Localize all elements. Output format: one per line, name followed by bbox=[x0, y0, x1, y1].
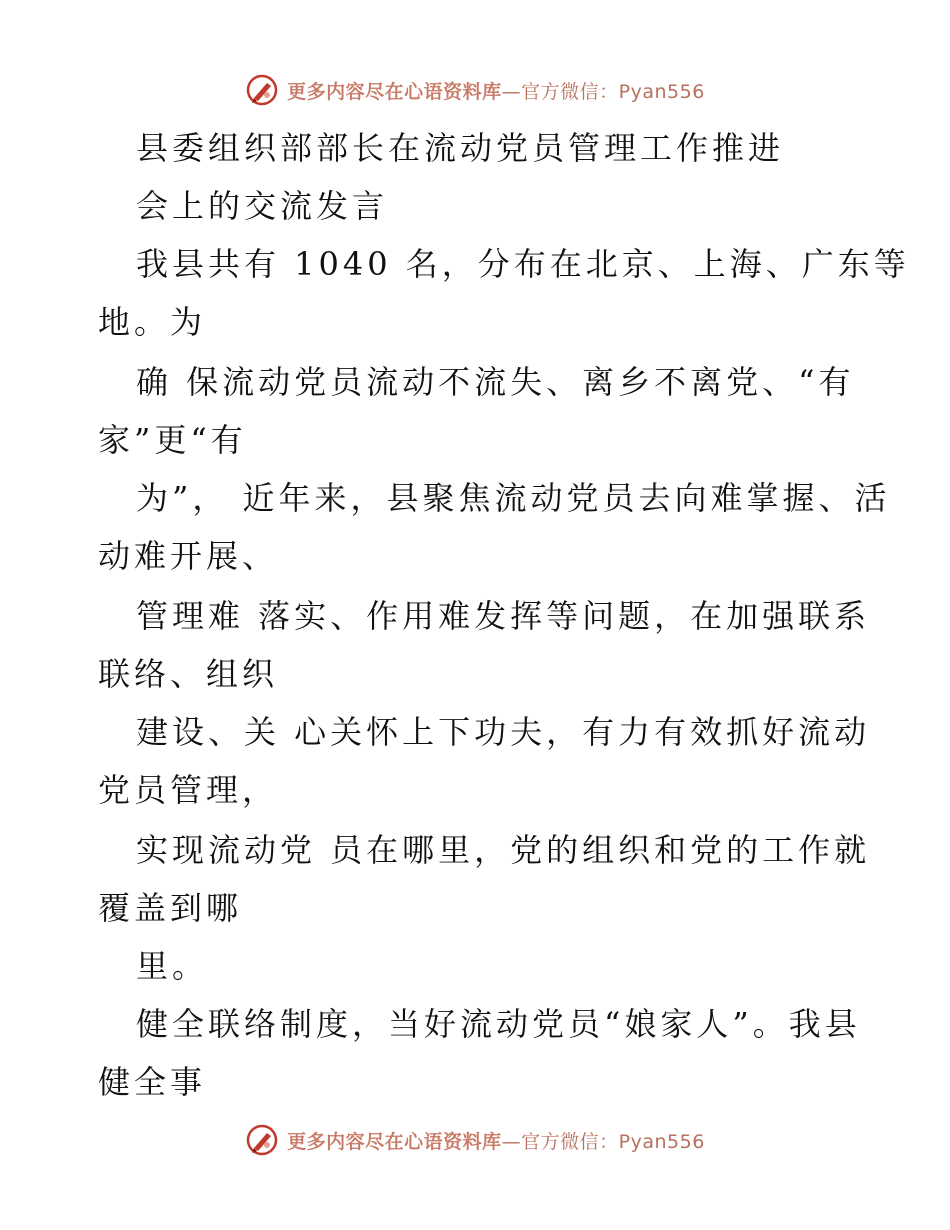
body-line: 我县共有 1040 名，分布在北京、上海、广东等 bbox=[136, 245, 910, 283]
body-line: 里。 bbox=[136, 947, 209, 985]
footer-banner-text: 更多内容尽在心语资料库—官方微信：Pyan556 bbox=[287, 1130, 705, 1153]
body-line: 健全联络制度，当好流动党员“娘家人”。我县 bbox=[136, 1005, 861, 1043]
body-line: 联络、组织 bbox=[98, 655, 279, 693]
title-line-2: 会上的交流发言 bbox=[136, 187, 389, 225]
title-line-1: 县委组织部部长在流动党员管理工作推进 bbox=[136, 129, 785, 167]
pen-logo-icon bbox=[245, 1123, 279, 1157]
body-line: 动难开展、 bbox=[98, 537, 279, 575]
body-line: 实现流动党 员在哪里，党的组织和党的工作就 bbox=[136, 831, 871, 869]
body-line: 健全事 bbox=[98, 1063, 207, 1101]
body-line: 覆盖到哪 bbox=[98, 889, 243, 927]
body-line: 确 保流动党员流动不流失、离乡不离党、“有 bbox=[136, 363, 855, 401]
body-line: 建设、关 心关怀上下功夫，有力有效抓好流动 bbox=[136, 713, 871, 751]
body-line: 家”更“有 bbox=[98, 421, 247, 459]
body-line: 为”， 近年来，县聚焦流动党员去向难掌握、活 bbox=[136, 479, 891, 517]
body-line: 地。为 bbox=[98, 303, 207, 341]
footer-watermark-banner bbox=[0, 1120, 950, 1160]
body-line: 党员管理， bbox=[98, 771, 279, 809]
body-line: 管理难 落实、作用难发挥等问题，在加强联系 bbox=[136, 597, 871, 635]
header-banner-text: 更多内容尽在心语资料库—官方微信：Pyan556 bbox=[287, 80, 705, 103]
